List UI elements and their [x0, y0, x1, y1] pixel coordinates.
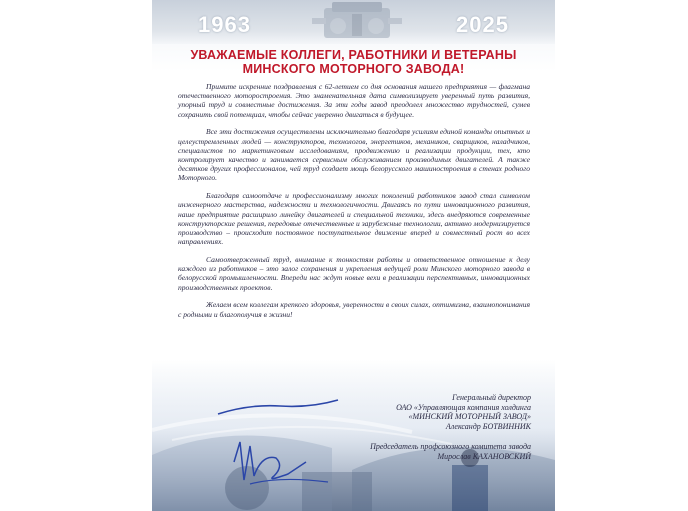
union-title: Председатель профсоюзного комитета завода [370, 442, 531, 452]
paragraph: Благодаря самоотдаче и профессионализму многих поколений работников завод стал символом инженерного мастерства, надежности и технологичности. Двигаясь по пути инновационного развития, наше предприятие расширило линейку двигателей и специальной техники, здесь внедряются современные конструкторские решения, передовые отечественные и зарубежные технологии, активно модернизируется производство – происходит постоянное поступательное движение вперед и совместный рост во всех направлениях. [178, 191, 530, 247]
company-line-2: «МИНСКИЙ МОТОРНЫЙ ЗАВОД» [408, 412, 531, 422]
paragraph: Все эти достижения осуществлены исключительно благодаря усилиям единой команды опытных и целеустремленных людей — конструкторов, технологов, энергетиков, механиков, сварщиков, наладчиков, специалистов по маркетинговым исследованиям, продвижению и реализации продукции, тех, кто контролирует качество и занимается сервисным обслуживанием производимых двигателей. А также десятков других профессионалов, чей труд создает мощь белорусского машиностроения в стенах родного Моторного. [178, 127, 530, 183]
engine-icon [302, 0, 412, 46]
director-name: Александр БОТВИННИК [445, 421, 531, 431]
letter-title [172, 48, 535, 76]
company-line-1: ОАО «Управляющая компания холдинга [396, 402, 531, 412]
director-signature [370, 393, 531, 431]
title-line-1: УВАЖАЕМЫЕ КОЛЛЕГИ, РАБОТНИКИ И ВЕТЕРАНЫ [190, 48, 517, 62]
signature-icon [210, 384, 350, 502]
paragraph: Желаем всем коллегам крепкого здоровья, уверенности в своих силах, оптимизма, взаимопонимания с родными и благополучия в жизни! [178, 300, 530, 319]
paragraph: Самоотверженный труд, внимание к тонкостям работы и ответственное отношение к делу каждого из работников – это залог сохранения и укрепления ведущей роли Минского моторного завода в белорусской промышленности. Впереди нас ждут новые вехи в реализации перспективных, инновационных производственных проектов. [178, 255, 530, 292]
year-end: 2025 [456, 12, 509, 37]
title-line-2: МИНСКОГО МОТОРНОГО ЗАВОДА! [242, 62, 465, 76]
union-name: Мирослав КАХАНОВСКИЙ [437, 451, 531, 461]
director-title: Генеральный директор [452, 393, 531, 402]
year-start: 1963 [198, 12, 251, 37]
signature-block [370, 393, 531, 462]
union-signature [370, 442, 531, 461]
letter-body [178, 82, 530, 327]
paragraph: Примите искренние поздравления с 62-летием со дня основания нашего предприятия — флагмана отечественного моторостроения. Это знаменательная дата символизирует уверенный путь развития, упорный труд и совместные достижения. За эти годы завод преодолел множество трудностей, сумев сохранить свой потенциал, чтобы сейчас уверенно двигаться в будущее. [178, 82, 530, 119]
letter-page [152, 0, 555, 511]
